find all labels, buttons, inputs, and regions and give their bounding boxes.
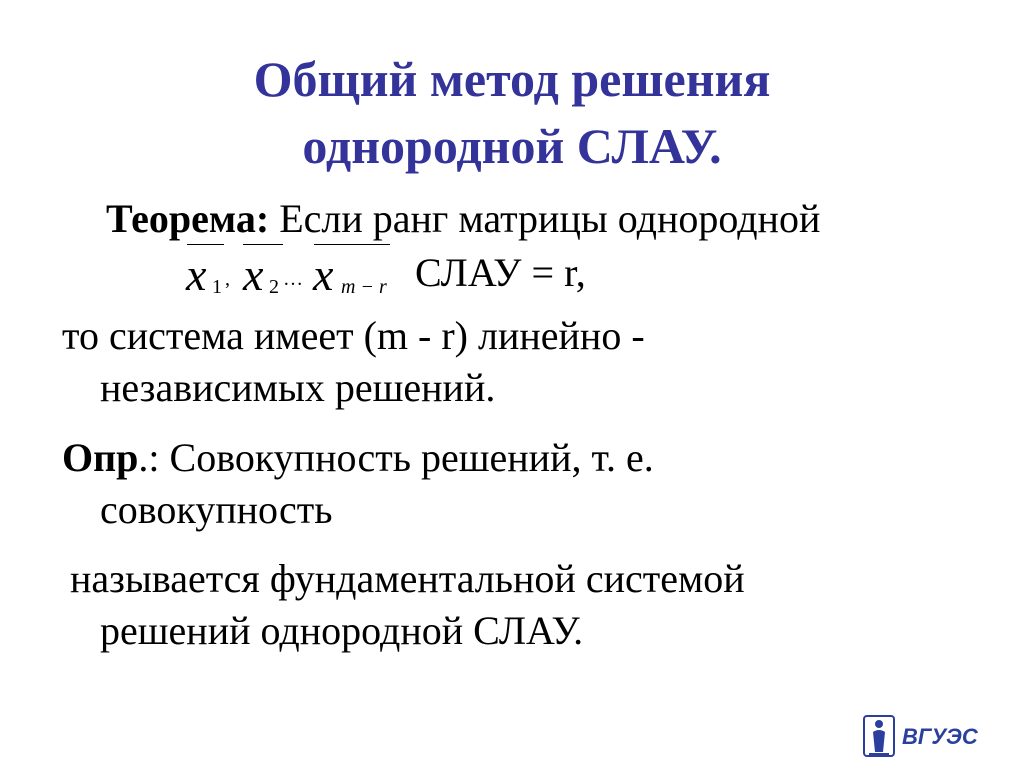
formula-sub1: 1 — [212, 276, 222, 298]
definition-label: Опр — [62, 435, 139, 480]
formula-comma: , — [225, 268, 230, 290]
formula-x2: x — [243, 249, 264, 300]
para1-line2: независимых решений. — [100, 365, 496, 410]
university-logo — [862, 714, 1002, 758]
formula-xmr: x — [313, 249, 334, 300]
overbar-x1 — [187, 244, 224, 245]
definition-line2: совокупность — [100, 487, 333, 532]
slide-title-line2: однородной СЛАУ. — [302, 118, 722, 174]
formula-sub2: 2 — [269, 276, 279, 298]
slide-title-line1: Общий метод решения — [253, 51, 771, 107]
formula-sub-mr: m − r — [341, 276, 387, 298]
logo-emblem-icon — [862, 714, 1002, 758]
theorem-label: Теорема: — [106, 196, 270, 241]
logo-text: ВГУЭС — [902, 724, 978, 749]
theorem-line — [106, 196, 820, 242]
formula-dots: … — [283, 268, 303, 290]
para3-line1: называется фундаментальной системой — [70, 556, 745, 601]
theorem-line2: СЛАУ = r, — [415, 250, 586, 295]
theorem-text: Если ранг матрицы однородной — [269, 196, 821, 241]
overbar-x2 — [243, 244, 283, 245]
para1-line1: то система имеет (m - r) линейно - — [62, 313, 645, 358]
definition-line — [62, 435, 654, 481]
definition-text: .: Совокупность решений, т. е. — [138, 435, 654, 480]
overbar-xmr — [314, 244, 390, 245]
formula-x1: x — [186, 249, 207, 300]
para3-line2: решений однородной СЛАУ. — [100, 608, 584, 653]
